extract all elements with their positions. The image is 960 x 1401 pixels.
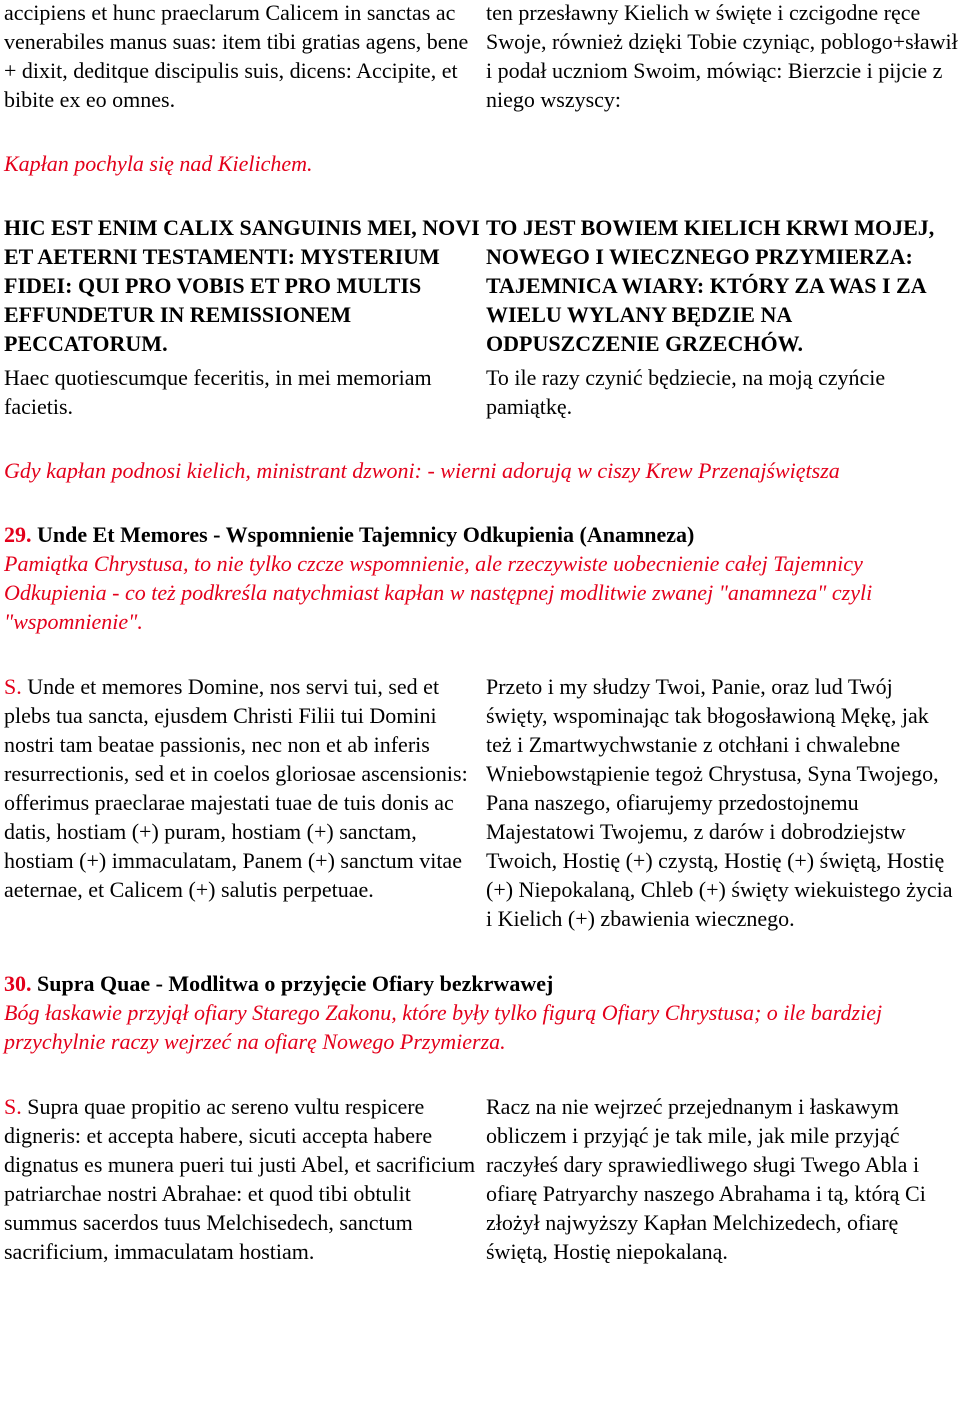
latin-consecration-text: HIC EST ENIM CALIX SANGUINIS MEI, NOVI ET AETERNI TESTAMENTI: MYSTERIUM FIDEI: QUI PRO VOBIS ET PRO MULTIS EFFUNDETUR IN REMISSIONEM PECCATORUM.: [4, 215, 480, 356]
section-30-heading: [4, 969, 958, 998]
latin-memoriam-text: Haec quotiescumque feceritis, in mei memoriam facietis.: [4, 365, 432, 419]
latin-supra-quae-text: [4, 1092, 486, 1266]
section-29-parallel: [4, 672, 958, 933]
polish-unde-et-memores-text: Przeto i my słudzy Twoi, Panie, oraz lud Twój święty, wspominając tak błogosławioną Mękę, jak też i Zmartwychwstanie z otchłani i chwalebne Wniebowstąpienie tegoż Chrystusa, Syna Twojego, Pana naszego, ofiarujemy przedostojnemu Majestatowi Twojemu, z darów i dobrodziejstw Twoich, Hostię (+) czystą, Hostię (+) świętą, Hostię (+) Niepokalaną, Chleb (+) święty wiekuistego życia i Kielich (+) zbawienia wiecznego.: [486, 674, 953, 931]
rubric-priest-bows: Kapłan pochyla się nad Kielichem.: [4, 151, 313, 176]
speaker-label: S.: [4, 1094, 22, 1119]
latin-supra-quae-body: Supra quae propitio ac sereno vultu respicere digneris: et accepta habere, sicuti accepta habere dignatus es munera pueri tui justi Abel, et sacrificium patriarchae nostri Abrahae: et quod tibi obtulit summus sacerdos tuus Melchisedech, sanctum sacrificium, immaculatam hostiam.: [4, 1094, 476, 1264]
missal-page: [4, 0, 958, 1266]
speaker-label: S.: [4, 674, 22, 699]
spacer: [4, 178, 958, 213]
spacer: [4, 636, 958, 672]
top-parallel: [4, 0, 958, 114]
section-30-note: Bóg łaskawie przyjął ofiary Starego Zakonu, które były tylko figurą Ofiary Chrystusa; o ile bardziej przychylnie raczy wejrzeć na ofiarę Nowego Przymierza.: [4, 1000, 883, 1054]
spacer: [4, 421, 958, 456]
section-29-number: 29.: [4, 522, 32, 547]
latin-unde-et-memores-body: Unde et memores Domine, nos servi tui, sed et plebs tua sancta, ejusdem Christi Filii tui Domini nostri tam beatae passionis, nec non et ab inferis resurrectionis, sed et in coelos gloriosae ascensionis: offerimus praeclarae majestati tuae de tuis donis ac datis, hostiam (+) puram, hostiam (+) sanctam, hostiam (+) immaculatam, Panem (+) sanctum vitae aeternae, et Calicem (+) salutis perpetuae.: [4, 674, 468, 902]
section-30-parallel: [4, 1092, 958, 1266]
spacer: [4, 485, 958, 520]
latin-unde-et-memores-text: [4, 672, 486, 904]
spacer: [4, 114, 958, 149]
spacer: [4, 1056, 958, 1092]
polish-top-text: ten przesławny Kielich w święte i czcigodne ręce Swoje, również dzięki Tobie czyniąc, poblogo+sławił i podał uczniom Swoim, mówiąc: Bierzcie i pijcie z niego wszyscy:: [486, 0, 958, 112]
polish-supra-quae-text: Racz na nie wejrzeć przejednanym i łaskawym obliczem i przyjąć je tak mile, jak mile przyjąć raczyłeś dary sprawiedliwego sługi Twego Abla i ofiarę Patryarchy naszego Abrahama i tą, którą Ci złożył najwyższy Kapłan Melchizedech, ofiarę świętą, Hostię niepokalaną.: [486, 1094, 926, 1264]
section-30-number: 30.: [4, 971, 32, 996]
latin-top-text: accipiens et hunc praeclarum Calicem in sanctas ac venerabiles manus suas: item tibi gratias agens, bene + dixit, deditque discipulis suis, dicens: Accipite, et bibite ex eo omnes.: [4, 0, 469, 112]
consecration-parallel: [4, 213, 958, 358]
polish-memoriam-text: To ile razy czynić będziecie, na moją czyńcie pamiątkę.: [486, 365, 886, 419]
section-29-heading: [4, 520, 958, 549]
polish-consecration-text: TO JEST BOWIEM KIELICH KRWI MOJEJ, NOWEGO I WIECZNEGO PRZYMIERZA: TAJEMNICA WIARY: KTÓRY ZA WAS I ZA WIELU WYLANY BĘDZIE NA ODPUSZCZENIE GRZECHÓW.: [486, 215, 935, 356]
section-29-note: Pamiątka Chrystusa, to nie tylko czcze wspomnienie, ale rzeczywiste uobecnienie całej Tajemnicy Odkupienia - co też podkreśla natychmiast kapłan w następnej modlitwie zwanej "anamneza" czyli "wspomnienie".: [4, 551, 873, 634]
section-30-title: Supra Quae - Modlitwa o przyjęcie Ofiary bezkrwawej: [37, 971, 554, 996]
memoriam-parallel: [4, 363, 958, 421]
rubric-elevation-chalice: Gdy kapłan podnosi kielich, ministrant dzwoni: - wierni adorują w ciszy Krew Przenajświętsza: [4, 458, 840, 483]
section-29-title: Unde Et Memores - Wspomnienie Tajemnicy Odkupienia (Anamneza): [37, 522, 695, 547]
spacer: [4, 933, 958, 969]
